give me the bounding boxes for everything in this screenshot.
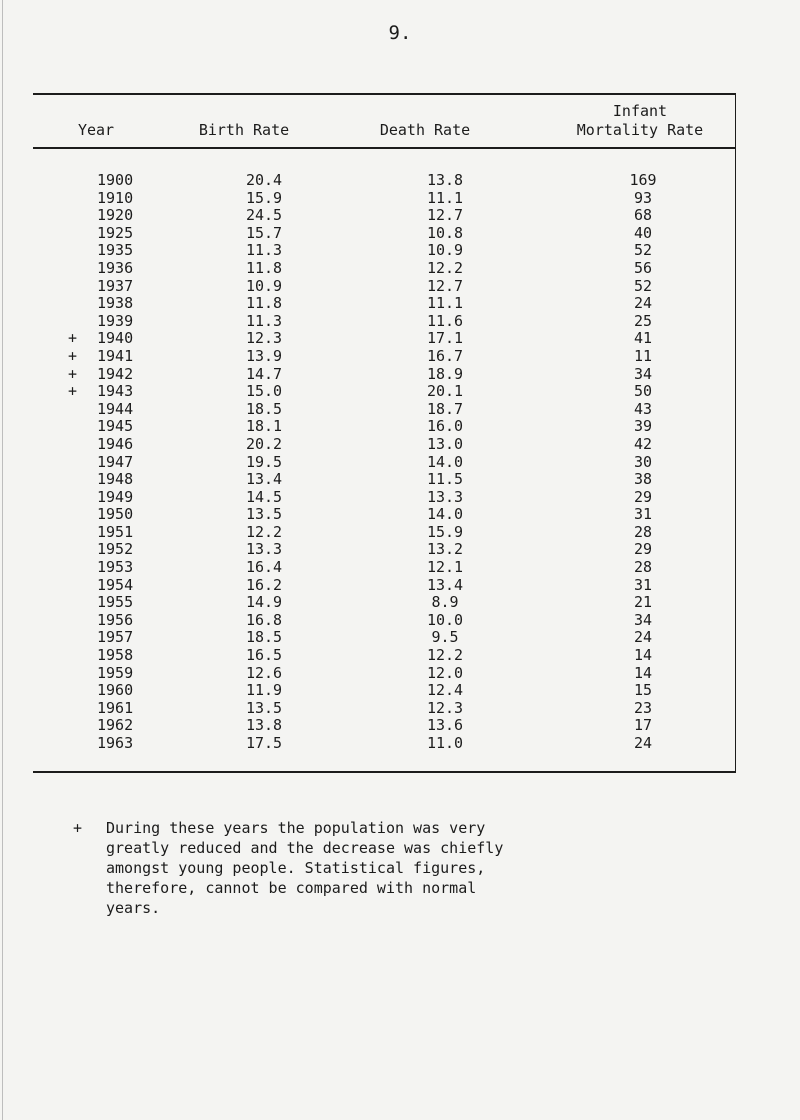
birth-rate-cell: 11.3	[245, 311, 283, 330]
death-rate-cell: 14.0	[426, 452, 464, 471]
table-row	[0, 454, 800, 472]
birth-rate-cell: 12.2	[245, 522, 283, 541]
infant-mortality-cell: 28	[633, 558, 653, 577]
year-cell: 1940	[97, 329, 134, 348]
year-cell: 1944	[97, 399, 134, 418]
death-rate-cell: 13.8	[426, 171, 464, 189]
infant-mortality-cell: 28	[633, 522, 653, 541]
year-cell: 1957	[97, 628, 134, 647]
table-row	[0, 242, 800, 260]
birth-rate-cell: 17.5	[245, 734, 283, 752]
year-cell: 1951	[97, 522, 134, 541]
infant-mortality-cell: 14	[633, 663, 653, 682]
footnote-line: years.	[106, 899, 161, 917]
death-rate-cell: 15.9	[426, 522, 464, 541]
death-rate-cell: 8.9	[431, 593, 459, 612]
table-row	[0, 717, 800, 735]
birth-rate-cell: 10.9	[245, 276, 283, 295]
year-cell: 1959	[97, 663, 134, 682]
birth-rate-cell: 15.0	[245, 382, 283, 401]
death-rate-cell: 12.2	[426, 646, 464, 665]
table-row	[0, 401, 800, 419]
year-cell: 1949	[97, 487, 134, 506]
infant-mortality-cell: 43	[633, 399, 653, 418]
infant-mortality-cell: 29	[633, 487, 653, 506]
birth-rate-cell: 11.8	[245, 258, 283, 277]
row-marker: +	[68, 364, 78, 383]
birth-rate-cell: 18.5	[245, 628, 283, 647]
table-row	[0, 594, 800, 612]
year-cell: 1956	[97, 610, 134, 629]
table-row	[0, 383, 800, 401]
table-row	[0, 313, 800, 331]
death-rate-cell: 11.1	[426, 188, 464, 207]
infant-mortality-cell: 41	[633, 329, 653, 348]
year-cell: 1955	[97, 593, 134, 612]
infant-mortality-cell: 52	[633, 241, 653, 260]
death-rate-cell: 11.1	[426, 294, 464, 313]
birth-rate-cell: 20.4	[245, 171, 283, 189]
infant-mortality-cell: 24	[633, 734, 653, 752]
table-row	[0, 612, 800, 630]
birth-rate-cell: 13.3	[245, 540, 283, 559]
year-cell: 1960	[97, 681, 134, 700]
infant-mortality-cell: 40	[633, 223, 653, 242]
infant-mortality-cell: 93	[633, 188, 653, 207]
footnote	[73, 818, 753, 918]
year-cell: 1941	[97, 346, 134, 365]
birth-rate-cell: 13.4	[245, 470, 283, 489]
infant-mortality-cell: 50	[633, 382, 653, 401]
footnote-marker: +	[73, 819, 83, 837]
year-cell: 1950	[97, 505, 134, 524]
table-row	[0, 172, 800, 190]
death-rate-cell: 12.4	[426, 681, 464, 700]
death-rate-cell: 12.0	[426, 663, 464, 682]
infant-mortality-cell: 14	[633, 646, 653, 665]
death-rate-cell: 13.0	[426, 434, 464, 453]
row-marker: +	[68, 382, 78, 401]
infant-mortality-cell: 11	[633, 346, 653, 365]
year-cell: 1962	[97, 716, 134, 735]
table-row	[0, 190, 800, 208]
table-row	[0, 260, 800, 278]
table-row	[0, 418, 800, 436]
infant-mortality-cell: 29	[633, 540, 653, 559]
death-rate-cell: 12.1	[426, 558, 464, 577]
infant-mortality-cell: 34	[633, 364, 653, 383]
infant-mortality-cell: 39	[633, 417, 653, 436]
death-rate-cell: 11.5	[426, 470, 464, 489]
birth-rate-cell: 13.5	[245, 698, 283, 717]
death-rate-cell: 16.7	[426, 346, 464, 365]
death-rate-cell: 18.7	[426, 399, 464, 418]
year-cell: 1935	[97, 241, 134, 260]
death-rate-cell: 16.0	[426, 417, 464, 436]
death-rate-cell: 18.9	[426, 364, 464, 383]
year-cell: 1900	[97, 171, 134, 189]
birth-rate-cell: 15.9	[245, 188, 283, 207]
birth-rate-cell: 18.5	[245, 399, 283, 418]
infant-mortality-cell: 17	[633, 716, 653, 735]
footnote-line: therefore, cannot be compared with normal	[106, 879, 477, 897]
infant-mortality-cell: 42	[633, 434, 653, 453]
year-cell: 1938	[97, 294, 134, 313]
table-row	[0, 665, 800, 683]
birth-rate-cell: 13.9	[245, 346, 283, 365]
birth-rate-cell: 20.2	[245, 434, 283, 453]
birth-rate-cell: 14.5	[245, 487, 283, 506]
birth-rate-cell: 24.5	[245, 206, 283, 225]
death-rate-cell: 11.0	[426, 734, 464, 752]
row-marker: +	[68, 329, 78, 348]
death-rate-cell: 10.9	[426, 241, 464, 260]
birth-rate-cell: 13.5	[245, 505, 283, 524]
year-cell: 1954	[97, 575, 134, 594]
death-rate-cell: 13.6	[426, 716, 464, 735]
header-death-rate: Death Rate	[379, 121, 471, 139]
infant-mortality-cell: 15	[633, 681, 653, 700]
table-row	[0, 577, 800, 595]
header-year: Year	[77, 121, 115, 139]
table-row	[0, 436, 800, 454]
year-cell: 1945	[97, 417, 134, 436]
birth-rate-cell: 16.2	[245, 575, 283, 594]
table-row	[0, 647, 800, 665]
infant-mortality-cell: 24	[633, 294, 653, 313]
birth-rate-cell: 16.5	[245, 646, 283, 665]
infant-mortality-cell: 31	[633, 505, 653, 524]
year-cell: 1942	[97, 364, 134, 383]
infant-mortality-cell: 56	[633, 258, 653, 277]
table-row	[0, 348, 800, 366]
birth-rate-cell: 15.7	[245, 223, 283, 242]
year-cell: 1946	[97, 434, 134, 453]
table-row	[0, 330, 800, 348]
birth-rate-cell: 16.4	[245, 558, 283, 577]
death-rate-cell: 10.8	[426, 223, 464, 242]
death-rate-cell: 13.3	[426, 487, 464, 506]
infant-mortality-cell: 34	[633, 610, 653, 629]
birth-rate-cell: 11.3	[245, 241, 283, 260]
infant-mortality-cell: 68	[633, 206, 653, 225]
death-rate-cell: 11.6	[426, 311, 464, 330]
header-divider	[33, 147, 735, 149]
table-row	[0, 541, 800, 559]
table-row	[0, 506, 800, 524]
table-row	[0, 559, 800, 577]
table-row	[0, 295, 800, 313]
table-row	[0, 682, 800, 700]
death-rate-cell: 10.0	[426, 610, 464, 629]
year-cell: 1937	[97, 276, 134, 295]
table-row	[0, 207, 800, 225]
birth-rate-cell: 18.1	[245, 417, 283, 436]
infant-mortality-cell: 24	[633, 628, 653, 647]
infant-mortality-cell: 30	[633, 452, 653, 471]
birth-rate-cell: 16.8	[245, 610, 283, 629]
year-cell: 1920	[97, 206, 134, 225]
table-body	[0, 172, 800, 753]
birth-rate-cell: 19.5	[245, 452, 283, 471]
death-rate-cell: 12.7	[426, 276, 464, 295]
year-cell: 1943	[97, 382, 134, 401]
birth-rate-cell: 11.8	[245, 294, 283, 313]
table-row	[0, 366, 800, 384]
infant-mortality-cell: 31	[633, 575, 653, 594]
infant-mortality-cell: 169	[629, 171, 657, 189]
table-row	[0, 629, 800, 647]
year-cell: 1948	[97, 470, 134, 489]
row-marker: +	[68, 346, 78, 365]
year-cell: 1939	[97, 311, 134, 330]
infant-mortality-cell: 25	[633, 311, 653, 330]
infant-mortality-cell: 21	[633, 593, 653, 612]
table-row	[0, 735, 800, 753]
birth-rate-cell: 13.8	[245, 716, 283, 735]
year-cell: 1952	[97, 540, 134, 559]
death-rate-cell: 12.2	[426, 258, 464, 277]
death-rate-cell: 17.1	[426, 329, 464, 348]
birth-rate-cell: 14.7	[245, 364, 283, 383]
death-rate-cell: 13.2	[426, 540, 464, 559]
table-row	[0, 225, 800, 243]
table-row	[0, 700, 800, 718]
death-rate-cell: 14.0	[426, 505, 464, 524]
footnote-line: During these years the population was very	[106, 819, 486, 837]
table-row	[0, 489, 800, 507]
birth-rate-cell: 11.9	[245, 681, 283, 700]
table-row	[0, 524, 800, 542]
table-row	[0, 278, 800, 296]
death-rate-cell: 9.5	[431, 628, 459, 647]
year-cell: 1953	[97, 558, 134, 577]
year-cell: 1910	[97, 188, 134, 207]
year-cell: 1963	[97, 734, 134, 752]
death-rate-cell: 12.3	[426, 698, 464, 717]
infant-mortality-cell: 38	[633, 470, 653, 489]
birth-rate-cell: 14.9	[245, 593, 283, 612]
death-rate-cell: 20.1	[426, 382, 464, 401]
header-infant-line2: Mortality Rate	[576, 121, 704, 139]
footnote-line: amongst young people. Statistical figures,	[106, 859, 486, 877]
death-rate-cell: 12.7	[426, 206, 464, 225]
infant-mortality-cell: 52	[633, 276, 653, 295]
footnote-line: greatly reduced and the decrease was chiefly	[106, 839, 504, 857]
table-row	[0, 471, 800, 489]
birth-rate-cell: 12.6	[245, 663, 283, 682]
year-cell: 1936	[97, 258, 134, 277]
year-cell: 1947	[97, 452, 134, 471]
year-cell: 1961	[97, 698, 134, 717]
death-rate-cell: 13.4	[426, 575, 464, 594]
infant-mortality-cell: 23	[633, 698, 653, 717]
header-infant-line1: Infant	[612, 102, 668, 120]
year-cell: 1958	[97, 646, 134, 665]
page-number: 9.	[388, 22, 412, 44]
birth-rate-cell: 12.3	[245, 329, 283, 348]
header-birth-rate: Birth Rate	[198, 121, 290, 139]
year-cell: 1925	[97, 223, 134, 242]
